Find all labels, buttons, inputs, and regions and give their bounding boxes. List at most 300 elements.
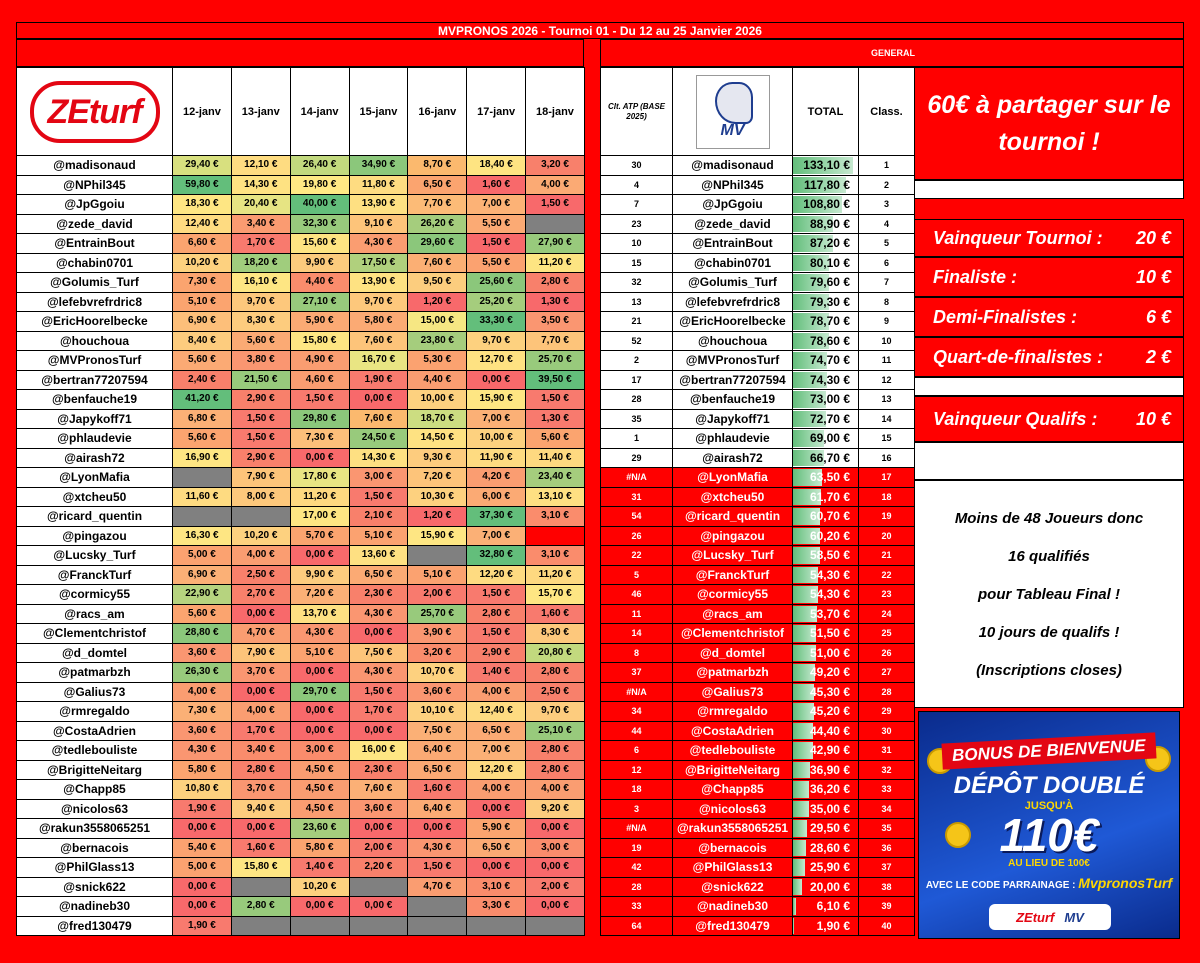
day-score: 5,40 € — [173, 838, 232, 858]
day-score: 11,60 € — [173, 487, 232, 507]
ranking-row — [601, 409, 915, 429]
player-name: @Golumis_Turf — [673, 273, 793, 293]
class-rank: 20 — [859, 526, 915, 546]
day-score: 25,20 € — [467, 292, 526, 312]
ranking-row — [601, 643, 915, 663]
day-score: 19,80 € — [290, 175, 349, 195]
ranking-row — [601, 526, 915, 546]
ranking-row — [601, 507, 915, 527]
day-score: 21,50 € — [231, 370, 290, 390]
day-score: 6,90 € — [173, 565, 232, 585]
player-name: @Chapp85 — [673, 780, 793, 800]
day-score: 5,00 € — [173, 546, 232, 566]
day-score: 1,60 € — [467, 175, 526, 195]
day-score: 7,20 € — [290, 585, 349, 605]
day-score: 8,00 € — [231, 487, 290, 507]
day-score: 4,50 € — [290, 799, 349, 819]
player-row — [17, 585, 585, 605]
info-line: Moins de 48 Joueurs donc — [954, 509, 1144, 527]
day-score: 7,30 € — [173, 702, 232, 722]
day-score: 5,50 € — [467, 253, 526, 273]
day-score: 4,00 € — [526, 175, 585, 195]
bonus-promo-banner[interactable] — [918, 711, 1180, 939]
day-score: 1,30 € — [526, 409, 585, 429]
class-rank: 24 — [859, 604, 915, 624]
total-score: 72,70 € — [793, 409, 859, 429]
player-row — [17, 546, 585, 566]
day-score: 7,60 € — [349, 409, 408, 429]
atp-rank: 8 — [601, 643, 673, 663]
player-name: @lefebvrefrdric8 — [673, 292, 793, 312]
day-score — [173, 507, 232, 527]
spacer — [914, 377, 1184, 396]
player-row — [17, 273, 585, 293]
day-score: 2,80 € — [526, 760, 585, 780]
day-score: 4,50 € — [290, 780, 349, 800]
day-score: 0,00 € — [290, 448, 349, 468]
day-score: 9,90 € — [290, 565, 349, 585]
player-name: @rakun3558065251 — [673, 819, 793, 839]
day-score: 8,30 € — [526, 624, 585, 644]
player-name: @houchoua — [673, 331, 793, 351]
day-score: 4,60 € — [290, 370, 349, 390]
day-score: 13,70 € — [290, 604, 349, 624]
total-score: 54,30 € — [793, 565, 859, 585]
player-row — [17, 897, 585, 917]
atp-rank: 3 — [601, 799, 673, 819]
day-score: 3,10 € — [526, 546, 585, 566]
day-score: 2,90 € — [231, 390, 290, 410]
day-score: 4,30 € — [408, 838, 467, 858]
day-score: 10,00 € — [467, 429, 526, 449]
day-score: 10,20 € — [290, 877, 349, 897]
day-score: 13,60 € — [349, 546, 408, 566]
player-name: @EricHoorelbecke — [673, 312, 793, 332]
day-score: 9,40 € — [231, 799, 290, 819]
total-bar — [793, 840, 806, 857]
day-score: 6,50 € — [467, 721, 526, 741]
atp-rank: 22 — [601, 546, 673, 566]
day-score: 0,00 € — [173, 897, 232, 917]
day-score: 41,20 € — [173, 390, 232, 410]
day-score — [349, 877, 408, 897]
ranking-row — [601, 156, 915, 176]
atp-rank: #N/A — [601, 819, 673, 839]
atp-header: Clt. ATP (BASE 2025) — [601, 68, 673, 156]
day-score — [526, 214, 585, 234]
player-name: @patmarbzh — [673, 663, 793, 683]
ranking-row — [601, 897, 915, 917]
day-score: 2,40 € — [173, 370, 232, 390]
player-row — [17, 780, 585, 800]
day-score: 7,00 € — [467, 526, 526, 546]
ranking-row — [601, 429, 915, 449]
day-score: 3,60 € — [408, 682, 467, 702]
day-score: 1,40 € — [290, 858, 349, 878]
class-rank: 26 — [859, 643, 915, 663]
player-name: @benfauche19 — [673, 390, 793, 410]
day-score: 2,30 € — [349, 760, 408, 780]
player-name: @airash72 — [673, 448, 793, 468]
total-bar — [793, 801, 809, 818]
player-row — [17, 565, 585, 585]
day-score: 0,00 € — [349, 624, 408, 644]
player-name: @LyonMafia — [17, 468, 173, 488]
ranking-row — [601, 624, 915, 644]
day-score: 29,70 € — [290, 682, 349, 702]
player-name: @nadineb30 — [673, 897, 793, 917]
total-score: 20,00 € — [793, 877, 859, 897]
daily-scores-table — [16, 67, 585, 936]
day-header: 17-janv — [467, 68, 526, 156]
day-score: 2,50 € — [526, 682, 585, 702]
day-score: 0,00 € — [467, 370, 526, 390]
player-name: @EntrainBout — [673, 234, 793, 254]
day-score: 1,50 € — [290, 390, 349, 410]
day-score: 0,00 € — [231, 604, 290, 624]
class-rank: 18 — [859, 487, 915, 507]
prize-pool-headline: 60€ à partager sur le tournoi ! — [914, 67, 1184, 180]
class-rank: 39 — [859, 897, 915, 917]
player-name: @d_domtel — [17, 643, 173, 663]
day-score: 17,00 € — [290, 507, 349, 527]
day-score: 1,60 € — [231, 838, 290, 858]
day-score: 12,70 € — [467, 351, 526, 371]
total-score: 49,20 € — [793, 663, 859, 683]
player-name: @xtcheu50 — [17, 487, 173, 507]
class-header: Class. — [859, 68, 915, 156]
day-score: 6,60 € — [173, 234, 232, 254]
day-score: 16,70 € — [349, 351, 408, 371]
player-name: @snick622 — [17, 877, 173, 897]
player-name: @rmregaldo — [673, 702, 793, 722]
total-score: 36,20 € — [793, 780, 859, 800]
day-score: 28,80 € — [173, 624, 232, 644]
day-score: 1,50 € — [526, 195, 585, 215]
day-score: 1,50 € — [408, 858, 467, 878]
atp-rank: 26 — [601, 526, 673, 546]
promo-subtitle: DÉPÔT DOUBLÉ — [953, 772, 1145, 799]
ranking-row — [601, 448, 915, 468]
player-row — [17, 468, 585, 488]
class-rank: 16 — [859, 448, 915, 468]
player-name: @bernacois — [17, 838, 173, 858]
total-score: 88,90 € — [793, 214, 859, 234]
total-score: 1,90 € — [793, 916, 859, 936]
player-name: @benfauche19 — [17, 390, 173, 410]
player-name: @rakun3558065251 — [17, 819, 173, 839]
player-row — [17, 195, 585, 215]
day-score: 0,00 € — [290, 897, 349, 917]
ranking-row — [601, 390, 915, 410]
total-score: 80,10 € — [793, 253, 859, 273]
day-header: 16-janv — [408, 68, 467, 156]
ranking-row — [601, 292, 915, 312]
day-score: 0,00 € — [290, 702, 349, 722]
player-name: @Japykoff71 — [17, 409, 173, 429]
class-rank: 14 — [859, 409, 915, 429]
day-score: 3,60 € — [173, 643, 232, 663]
day-score: 7,00 € — [467, 409, 526, 429]
day-score: 3,10 € — [467, 877, 526, 897]
class-rank: 31 — [859, 741, 915, 761]
day-score: 10,70 € — [408, 663, 467, 683]
prize-row: Demi-Finalistes : 6 € — [914, 297, 1184, 337]
ranking-row — [601, 799, 915, 819]
ranking-row — [601, 487, 915, 507]
day-score: 18,30 € — [173, 195, 232, 215]
day-score: 1,70 € — [349, 702, 408, 722]
day-score: 1,70 € — [231, 234, 290, 254]
ranking-row — [601, 214, 915, 234]
day-score: 7,70 € — [408, 195, 467, 215]
class-rank: 40 — [859, 916, 915, 936]
day-score: 2,00 € — [349, 838, 408, 858]
day-score — [290, 916, 349, 936]
day-score: 15,90 € — [408, 526, 467, 546]
player-row — [17, 234, 585, 254]
player-name: @bertran77207594 — [17, 370, 173, 390]
day-score: 5,80 € — [173, 760, 232, 780]
player-row — [17, 312, 585, 332]
day-score: 9,70 € — [526, 702, 585, 722]
atp-rank: #N/A — [601, 682, 673, 702]
day-score: 3,70 € — [231, 780, 290, 800]
class-rank: 6 — [859, 253, 915, 273]
total-score: 51,50 € — [793, 624, 859, 644]
day-score: 4,00 € — [231, 546, 290, 566]
day-score: 5,90 € — [290, 312, 349, 332]
day-header: 18-janv — [526, 68, 585, 156]
player-row — [17, 175, 585, 195]
day-score: 7,60 € — [408, 253, 467, 273]
atp-rank: 5 — [601, 565, 673, 585]
total-score: 36,90 € — [793, 760, 859, 780]
day-score: 13,10 € — [526, 487, 585, 507]
total-score: 60,20 € — [793, 526, 859, 546]
day-score — [173, 468, 232, 488]
player-row — [17, 156, 585, 176]
day-score: 4,30 € — [349, 234, 408, 254]
atp-rank: #N/A — [601, 468, 673, 488]
day-score: 4,00 € — [526, 780, 585, 800]
day-score: 12,40 € — [173, 214, 232, 234]
day-score: 5,10 € — [349, 526, 408, 546]
player-name: @pingazou — [673, 526, 793, 546]
day-score: 4,40 € — [408, 370, 467, 390]
day-score: 11,80 € — [349, 175, 408, 195]
ranking-row — [601, 585, 915, 605]
atp-rank: 11 — [601, 604, 673, 624]
atp-rank: 18 — [601, 780, 673, 800]
day-score: 0,00 € — [231, 682, 290, 702]
class-rank: 7 — [859, 273, 915, 293]
ranking-row — [601, 819, 915, 839]
day-score: 59,80 € — [173, 175, 232, 195]
player-row — [17, 351, 585, 371]
player-name: @nicolos63 — [673, 799, 793, 819]
day-score: 9,70 € — [349, 292, 408, 312]
day-score: 4,30 € — [173, 741, 232, 761]
day-score: 3,60 € — [173, 721, 232, 741]
player-row — [17, 604, 585, 624]
player-name: @madisonaud — [673, 156, 793, 176]
player-name: @EntrainBout — [17, 234, 173, 254]
day-score: 7,30 € — [290, 429, 349, 449]
day-score: 18,70 € — [408, 409, 467, 429]
player-name: @Lucsky_Turf — [673, 546, 793, 566]
day-score: 3,20 € — [526, 156, 585, 176]
total-score: 61,70 € — [793, 487, 859, 507]
atp-rank: 33 — [601, 897, 673, 917]
prize-row: Vainqueur Qualifs : 10 € — [914, 396, 1184, 442]
day-score: 3,20 € — [408, 643, 467, 663]
player-name: @NPhil345 — [17, 175, 173, 195]
total-score: 58,50 € — [793, 546, 859, 566]
day-score: 25,70 € — [408, 604, 467, 624]
day-score: 6,50 € — [408, 175, 467, 195]
day-score: 1,50 € — [467, 585, 526, 605]
day-score: 1,90 € — [349, 370, 408, 390]
day-score: 4,50 € — [290, 760, 349, 780]
day-score: 26,30 € — [173, 663, 232, 683]
day-score: 9,90 € — [290, 253, 349, 273]
player-name: @PhilGlass13 — [673, 858, 793, 878]
day-score: 5,10 € — [408, 565, 467, 585]
ranking-row — [601, 741, 915, 761]
class-rank: 21 — [859, 546, 915, 566]
player-name: @chabin0701 — [673, 253, 793, 273]
day-score: 3,10 € — [526, 507, 585, 527]
player-name: @cormicy55 — [673, 585, 793, 605]
day-score: 3,80 € — [231, 351, 290, 371]
day-score — [231, 507, 290, 527]
day-score: 0,00 € — [467, 799, 526, 819]
player-name: @Chapp85 — [17, 780, 173, 800]
day-score: 15,60 € — [290, 234, 349, 254]
day-score: 7,50 € — [408, 721, 467, 741]
atp-rank: 34 — [601, 702, 673, 722]
day-score: 1,50 € — [467, 234, 526, 254]
atp-rank: 52 — [601, 331, 673, 351]
day-score: 2,90 € — [467, 643, 526, 663]
ranking-row — [601, 760, 915, 780]
player-name: @fred130479 — [673, 916, 793, 936]
class-rank: 32 — [859, 760, 915, 780]
total-score: 73,00 € — [793, 390, 859, 410]
atp-rank: 6 — [601, 741, 673, 761]
ranking-row — [601, 838, 915, 858]
day-score: 3,00 € — [526, 838, 585, 858]
total-score: 44,40 € — [793, 721, 859, 741]
day-score: 17,80 € — [290, 468, 349, 488]
class-rank: 15 — [859, 429, 915, 449]
player-row — [17, 760, 585, 780]
day-score: 9,70 € — [467, 331, 526, 351]
atp-rank: 12 — [601, 760, 673, 780]
total-score: 6,10 € — [793, 897, 859, 917]
atp-rank: 46 — [601, 585, 673, 605]
day-score: 2,80 € — [526, 741, 585, 761]
day-score: 16,00 € — [349, 741, 408, 761]
class-rank: 34 — [859, 799, 915, 819]
class-rank: 4 — [859, 214, 915, 234]
day-score: 33,30 € — [467, 312, 526, 332]
day-header: 14-janv — [290, 68, 349, 156]
player-row — [17, 819, 585, 839]
day-score: 2,50 € — [231, 565, 290, 585]
player-name: @LyonMafia — [673, 468, 793, 488]
total-score: 42,90 € — [793, 741, 859, 761]
player-name: @racs_am — [17, 604, 173, 624]
promo-upto: JUSQU'À — [1024, 800, 1074, 812]
day-score: 0,00 € — [173, 877, 232, 897]
total-score: 66,70 € — [793, 448, 859, 468]
player-name: @lefebvrefrdric8 — [17, 292, 173, 312]
day-score: 2,80 € — [467, 604, 526, 624]
day-score: 22,90 € — [173, 585, 232, 605]
total-score: 117,80 € — [793, 175, 859, 195]
player-name: @patmarbzh — [17, 663, 173, 683]
ranking-row — [601, 234, 915, 254]
ranking-row — [601, 916, 915, 936]
day-score: 4,40 € — [290, 273, 349, 293]
promo-logos: ZEturf MV — [989, 904, 1111, 930]
player-name: @PhilGlass13 — [17, 858, 173, 878]
class-rank: 35 — [859, 819, 915, 839]
day-score: 20,40 € — [231, 195, 290, 215]
ranking-row — [601, 195, 915, 215]
day-score — [231, 877, 290, 897]
day-score: 7,00 € — [467, 195, 526, 215]
day-score: 0,00 € — [349, 721, 408, 741]
player-name: @MVPronosTurf — [673, 351, 793, 371]
player-row — [17, 682, 585, 702]
player-name: @nicolos63 — [17, 799, 173, 819]
player-name: @Golumis_Turf — [17, 273, 173, 293]
total-bar — [793, 820, 807, 837]
day-score: 1,50 € — [349, 682, 408, 702]
class-rank: 19 — [859, 507, 915, 527]
day-score: 1,20 € — [408, 292, 467, 312]
day-score: 5,80 € — [290, 838, 349, 858]
atp-rank: 4 — [601, 175, 673, 195]
day-score: 15,00 € — [408, 312, 467, 332]
day-score: 5,00 € — [173, 858, 232, 878]
player-row — [17, 429, 585, 449]
day-score: 0,00 € — [231, 819, 290, 839]
day-score: 0,00 € — [526, 819, 585, 839]
player-name: @BrigitteNeitarg — [673, 760, 793, 780]
day-score — [349, 916, 408, 936]
player-name: @phlaudevie — [673, 429, 793, 449]
day-score: 4,30 € — [290, 624, 349, 644]
player-name: @houchoua — [17, 331, 173, 351]
atp-rank: 13 — [601, 292, 673, 312]
day-score: 4,00 € — [467, 780, 526, 800]
ranking-row — [601, 370, 915, 390]
day-score: 0,00 € — [349, 897, 408, 917]
day-score: 39,50 € — [526, 370, 585, 390]
day-score: 6,40 € — [408, 741, 467, 761]
day-score: 3,50 € — [526, 312, 585, 332]
ranking-row — [601, 331, 915, 351]
day-score: 0,00 € — [526, 858, 585, 878]
player-name: @tedlebouliste — [673, 741, 793, 761]
day-score: 29,40 € — [173, 156, 232, 176]
total-score: 133,10 € — [793, 156, 859, 176]
prize-row: Finaliste : 10 € — [914, 257, 1184, 297]
